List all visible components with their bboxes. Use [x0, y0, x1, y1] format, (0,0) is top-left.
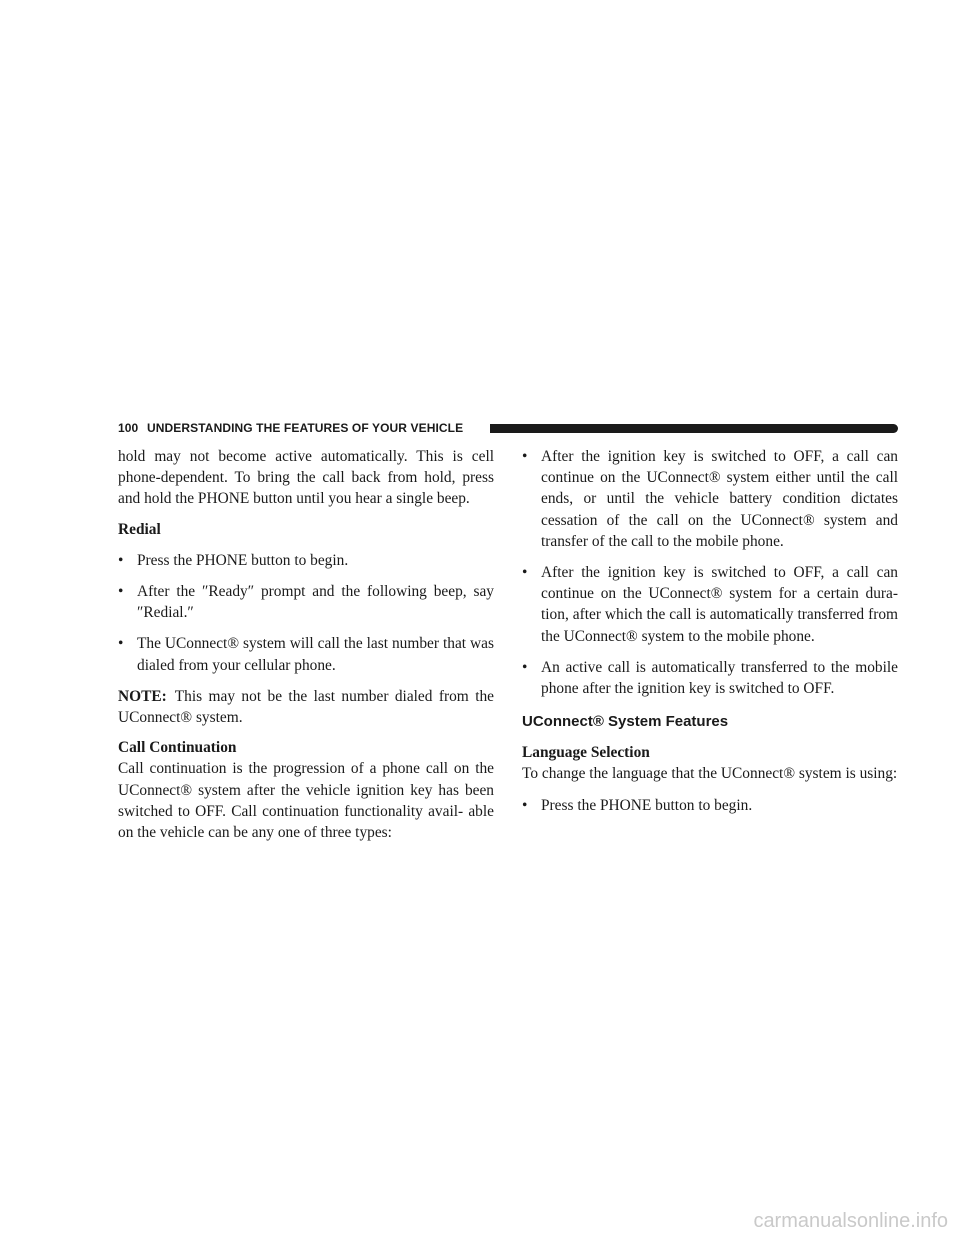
list-item: [118, 581, 494, 623]
note-text: This may not be the last number dialed from the UConnect® system.: [118, 687, 494, 727]
note-label: NOTE:: [118, 687, 167, 705]
watermark: carmanualsonline.info: [753, 1210, 948, 1232]
list-item-text: Press the PHONE button to begin.: [541, 796, 753, 814]
list-item-text: Press the PHONE button to begin.: [137, 551, 349, 569]
list-item-text: After the ignition key is switched to OFF, a call can continue on the UConnect® system for a certain dura- tion, after which the call is automatically transferred from the UConnect® system to the mobile phone.: [541, 564, 898, 645]
header-rule-bar: [490, 424, 898, 433]
right-column: [522, 446, 898, 816]
language-selection-paragraph: To change the language that the UConnect® system is using:: [522, 765, 898, 783]
redial-bullet-list: [118, 550, 494, 676]
bullet-icon: •: [522, 658, 528, 676]
list-item: [118, 550, 494, 571]
features-heading: UConnect® System Features: [522, 713, 729, 731]
page-number: 100: [118, 421, 139, 435]
left-column: [118, 446, 494, 843]
list-item: [522, 562, 898, 647]
list-item: [522, 446, 898, 552]
bullet-icon: •: [522, 564, 528, 582]
redial-heading: Redial: [118, 520, 161, 538]
bullet-icon: •: [118, 583, 124, 601]
list-item-text: After the ignition key is switched to OFF, a call can continue on the UConnect® system either until the call ends, or until the vehicle battery condition dictates cessation of the call on the UConnect® system and transfer of the call to the mobile phone.: [541, 448, 898, 550]
call-continuation-heading: Call Continuation: [118, 739, 237, 757]
page-header: [118, 421, 898, 435]
language-bullet-list: [522, 795, 898, 816]
list-item-text: The UConnect® system will call the last number that was dialed from your cellular phone.: [137, 635, 494, 674]
section-title: UNDERSTANDING THE FEATURES OF YOUR VEHICLE: [147, 421, 464, 435]
list-item-text: An active call is automatically transferred to the mobile phone after the ignition key is switched to OFF.: [541, 658, 898, 698]
list-item: [118, 633, 494, 675]
call-continuation-paragraph: Call continuation is the progression of a phone call on the UConnect® system after the vehicle ignition key has been switched to OFF. Call continuation functionality avail- able on the vehicle can be any one of three types:: [118, 760, 494, 842]
list-item: [522, 657, 898, 699]
bullet-icon: •: [522, 448, 528, 465]
list-item: [522, 795, 898, 816]
bullet-icon: •: [118, 635, 124, 653]
bullet-icon: •: [118, 551, 124, 569]
bullet-icon: •: [522, 796, 528, 814]
language-selection-heading: Language Selection: [522, 744, 650, 762]
continuation-bullet-list: [522, 446, 898, 699]
list-item-text: After the ″Ready″ prompt and the following beep, say ″Redial.″: [137, 583, 494, 622]
note-paragraph: [118, 686, 494, 728]
intro-paragraph: hold may not become active automatically. This is cell phone-dependent. To bring the call back from hold, press and hold the PHONE button until you hear a single beep.: [118, 448, 494, 508]
